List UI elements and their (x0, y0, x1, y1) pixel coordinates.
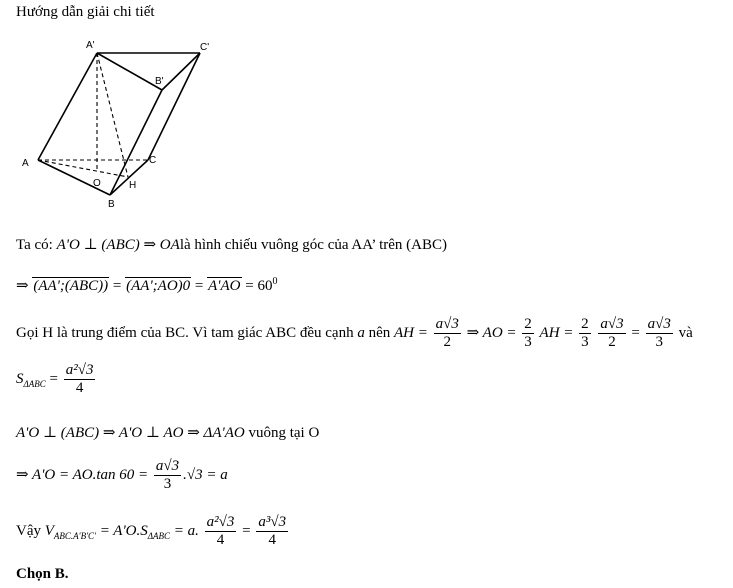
line-6: ⇒ A'O = AO.tan 60 = $\frac{a√3}{3}$ .√3 = a (16, 458, 228, 492)
fraction: $\frac{a√3}{3}$ (647, 316, 671, 350)
fraction: $\frac{a√3}{2}$ (435, 316, 459, 350)
label-h: H (129, 180, 137, 191)
line-7: Vậy $V_{ABC.A'B'C'} = A'O.S_{\Delta ABC} = a$. $\frac{\text{a²√3}}{4}$ = $\frac{\text{a³√3}}{4}$ (16, 514, 287, 548)
fraction: $\frac{2}{3}$ (524, 316, 532, 350)
line-3: Gọi H là trung điểm của BC. Vì tam giác ABC đều cạnh a nên AH = $\frac{a√3}{2}$ ⇒ AO = $\frac{2}{3}$ AH = $\frac{2}{3}$ $\frac{a√3}{2}$ = $\frac{a√3}{3}$ và (16, 316, 693, 350)
prism-figure (0, 0, 260, 220)
fraction: $\frac{a√3}{2}$ (600, 316, 624, 350)
label-a1: A' (86, 40, 95, 51)
label-o: O (93, 178, 101, 189)
fraction: $\frac{2}{3}$ (581, 316, 589, 350)
fraction: $\frac{\text{a³√3}}{4}$ (258, 514, 287, 548)
label-b1: B' (155, 76, 164, 87)
label-c1: C' (200, 42, 210, 53)
line-4: $S_{\Delta ABC}$ = $\frac{\text{a²√3}}{4}$ (16, 362, 94, 396)
fraction: $\frac{a√3}{3}$ (155, 458, 180, 492)
label-c: C (149, 155, 157, 166)
label-b: B (108, 199, 115, 210)
line-1: Ta có: A'O ⊥ (ABC) ⇒ OAlà hình chiếu vuông góc của AA’ trên (ABC) (16, 237, 447, 253)
fraction: $\frac{\text{a²√3}}{4}$ (206, 514, 235, 548)
answer: Chọn B. (16, 566, 69, 582)
line-5: A'O ⊥ (ABC) ⇒ A'O ⊥ AO ⇒ ΔA'AO vuông tại O (16, 425, 320, 441)
line-2: ⇒ (AA';(ABC)) = (AA';AO)0 = $A'AO = 60^0$ (16, 276, 278, 294)
heading: Hướng dẫn giải chi tiết (16, 4, 155, 20)
label-a: A (22, 158, 29, 169)
fraction: $\frac{\text{a²√3}}{4}$ (65, 362, 94, 396)
